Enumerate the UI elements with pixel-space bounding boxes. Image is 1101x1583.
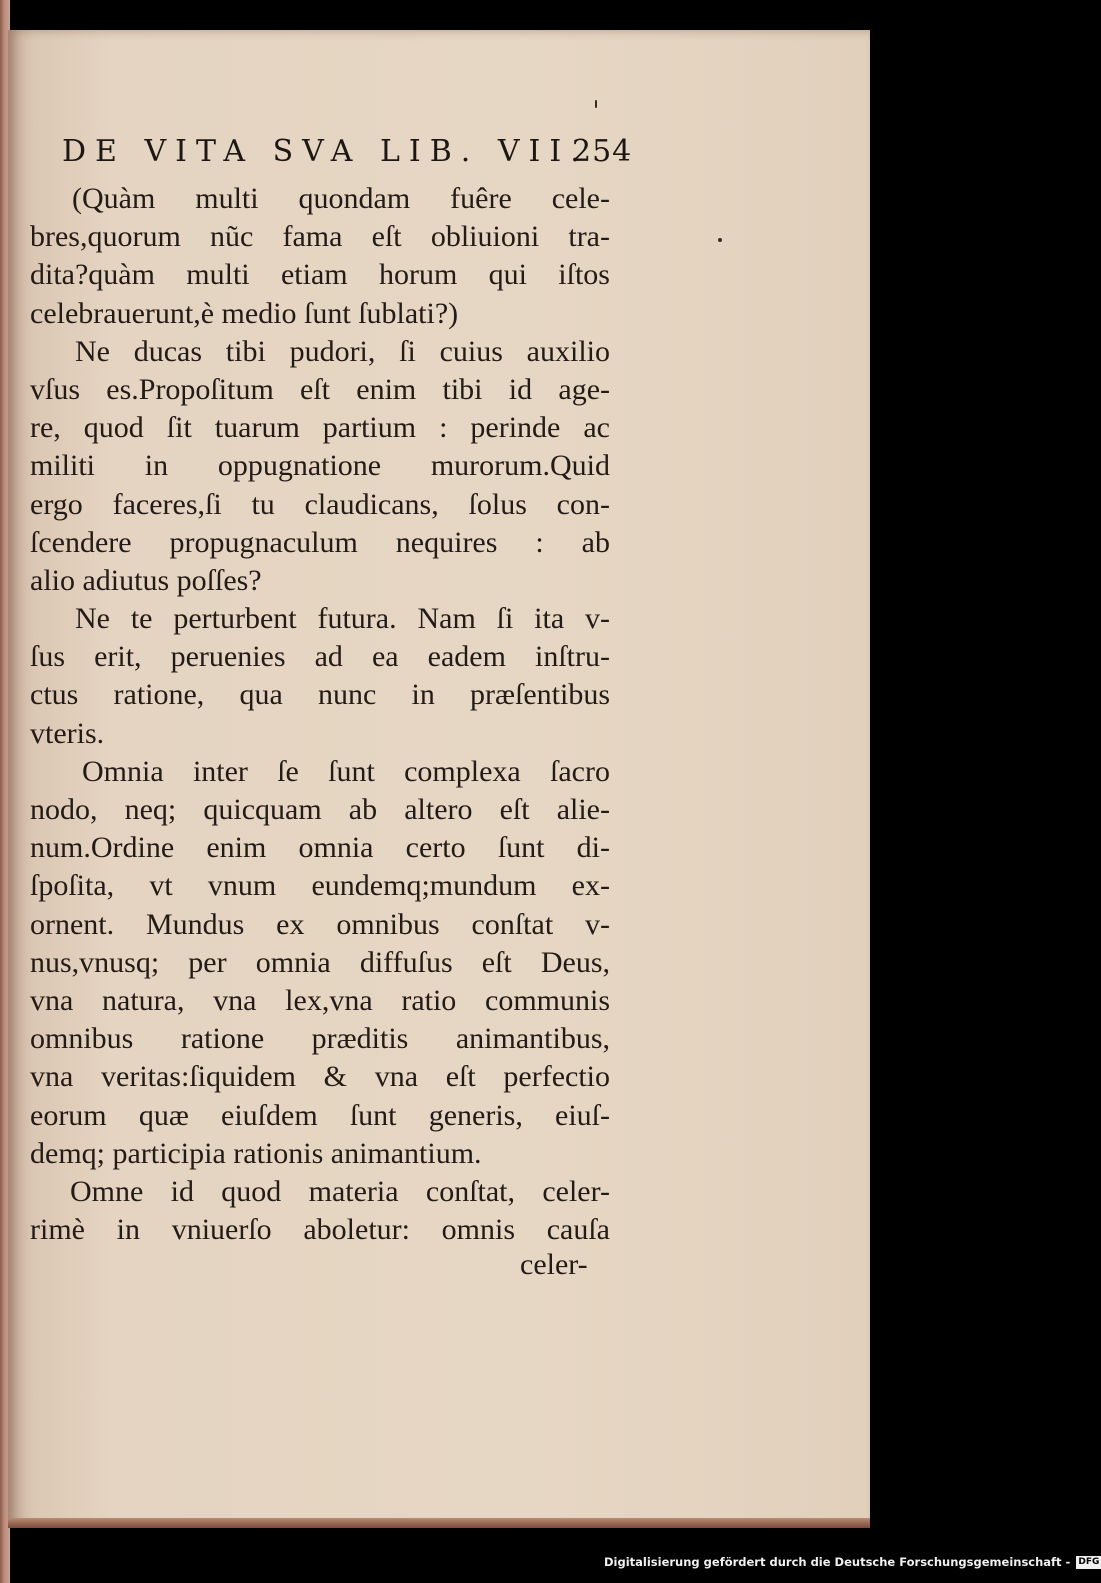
text-line: Ne te perturbent futura. Nam ſi ita v- <box>75 602 610 636</box>
text-line: vteris. <box>30 716 105 750</box>
text-line: Ne ducas tibi pudori, ſi cuius auxilio <box>75 334 610 368</box>
text-line: vſus es.Propoſitum eſt enim tibi id age- <box>30 372 610 406</box>
text-line: ſus erit, peruenies ad ea eadem inſtru- <box>30 640 610 674</box>
dfg-logo: DFG <box>1078 1557 1100 1567</box>
text-line: nus,vnusq; per omnia diffuſus eſt Deus, <box>30 945 610 979</box>
text-line: celebrauerunt,è medio ſunt ſublati?) <box>30 296 459 330</box>
body-text <box>30 180 610 1249</box>
text-line: (Quàm multi quondam fuêre cele- <box>72 182 610 215</box>
text-line: ſcendere propugnaculum nequires : ab <box>30 525 610 559</box>
catchword: celer- <box>520 1248 588 1281</box>
ink-speck <box>595 100 597 108</box>
text-line: num.Ordine enim omnia certo ſunt di- <box>30 831 610 865</box>
ink-speck <box>718 238 722 242</box>
text-line: ornent. Mundus ex omnibus conſtat v- <box>30 907 610 941</box>
text-line: re, quod ſit tuarum partium : perinde ac <box>30 411 610 445</box>
credit-text: Digitalisierung gefördert durch die Deutsche Forschungsgemeinschaft - <box>604 1555 1071 1569</box>
text-line: bres,quorum nũc fama eſt obliuioni tra- <box>30 220 610 254</box>
text-line: vna natura, vna lex,vna ratio communis <box>30 983 610 1017</box>
text-line: ſpoſita, vt vnum eundemq;mundum ex- <box>30 869 610 903</box>
page-number: 254 <box>572 134 633 169</box>
text-line: dita?quàm multi etiam horum qui iſtos <box>30 258 610 292</box>
text-line: omnibus ratione præditis animantibus, <box>30 1022 610 1056</box>
text-line: Omnia inter ſe ſunt complexa ſacro <box>82 754 610 788</box>
text-line: militi in oppugnatione murorum.Quid <box>30 449 610 483</box>
text-line: ergo faceres,ſi tu claudicans, ſolus con- <box>30 487 610 521</box>
text-line: demq; participia rationis animantium. <box>30 1136 482 1170</box>
page-bottom-edge <box>8 1518 870 1528</box>
text-line: vna veritas:ſiquidem & vna eſt perfectio <box>30 1060 610 1094</box>
text-line: eorum quæ eiuſdem ſunt generis, eiuſ- <box>30 1098 610 1132</box>
text-line: nodo, neq; quicquam ab altero eſt alie- <box>30 793 610 826</box>
text-line: rimè in vniuerſo aboletur: omnis cauſa <box>30 1213 610 1247</box>
digitization-credit <box>604 1551 1100 1573</box>
running-title: DE VITA SVA LIB. VII. <box>62 134 589 169</box>
text-line: Omne id quod materia conſtat, celer- <box>70 1174 610 1208</box>
text-line: alio adiutus poſſes? <box>30 563 262 597</box>
text-line: ctus ratione, qua nunc in præſentibus <box>30 678 610 712</box>
